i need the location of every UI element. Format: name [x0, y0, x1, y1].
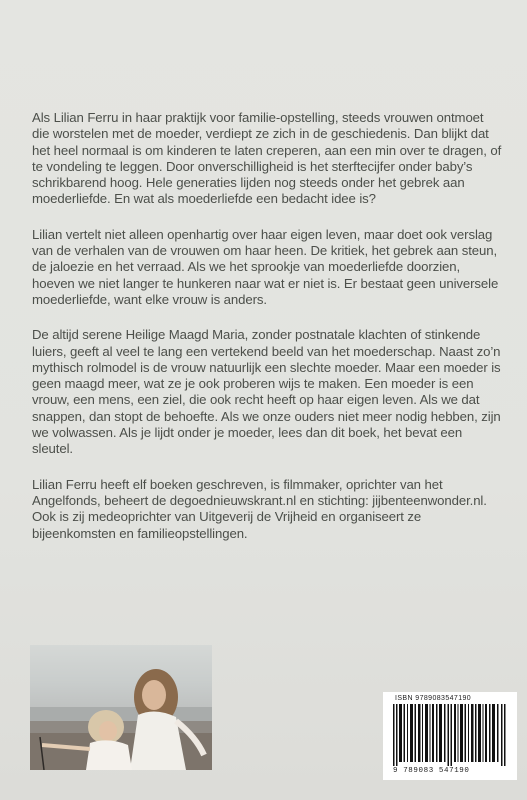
barcode-icon [393, 704, 507, 766]
barcode-digits: 9 789083 547190 [393, 767, 470, 775]
isbn-label: ISBN 9789083547190 [395, 695, 472, 702]
blurb-paragraph-1: Als Lilian Ferru in haar praktijk voor familie-opstelling, steeds vrouwen ontmoet die worstelen met de moeder, verdiept ze zich in de geschiedenis. Dan blijkt dat het heel normaal is om kinderen te laten creperen, aan een min over te dragen, of te vondeling te leggen. Door onverschilligheid is het sterftecijfer onder baby’s schrikbarend hoog. Hele generaties lijden nog steeds onder het gebrek aan moederliefde. En wat als moederliefde een bedacht idee is? [32, 110, 502, 207]
author-photo-illustration [30, 645, 212, 770]
isbn-barcode [383, 692, 517, 780]
blurb-paragraph-2: Lilian vertelt niet alleen openhartig over haar eigen leven, maar doet ook verslag van de verhalen van de vrouwen om haar heen. De kritiek, het gebrek aan steun, de jaloezie en het verraad. Als we het sprookje van moederliefde doorzien, hoeven we niet langer te hunkeren naar wat er niet is. Er bestaat geen universele moederliefde, want elke vrouw is anders. [32, 226, 499, 307]
author-photo [30, 645, 212, 770]
back-cover-blurb [32, 110, 504, 561]
blurb-paragraph-4: Lilian Ferru heeft elf boeken geschreven, is filmmaker, oprichter van het Angelfonds, beheert de degoednieuwskrant.nl en stichting: jijbenteenwonder.nl. Ook is zij medeoprichter van Uitgeverij de Vrijheid en organiseert ze bijeenkomsten en familieopstellingen. [32, 476, 487, 541]
blurb-paragraph-3: De altijd serene Heilige Maagd Maria, zonder postnatale klachten of stinkende luiers, geeft al veel te lang een vertekend beeld van het moederschap. Naast zo’n mythisch rolmodel is de vrouw natuurlijk een slechte moeder. Maar een moeder is geen maagd meer, wat ze je ook proberen wijs te maken. Een moeder is een vrouw, een mens, een ziel, die ook recht heeft op haar eigen leven. Als we dat snappen, dan stopt de behoefte. Als we onze ouders niet meer nodig hebben, zijn we volwassen. Als je lijdt onder je moeder, lees dan dit boek, het bevat een sleutel. [32, 327, 501, 457]
